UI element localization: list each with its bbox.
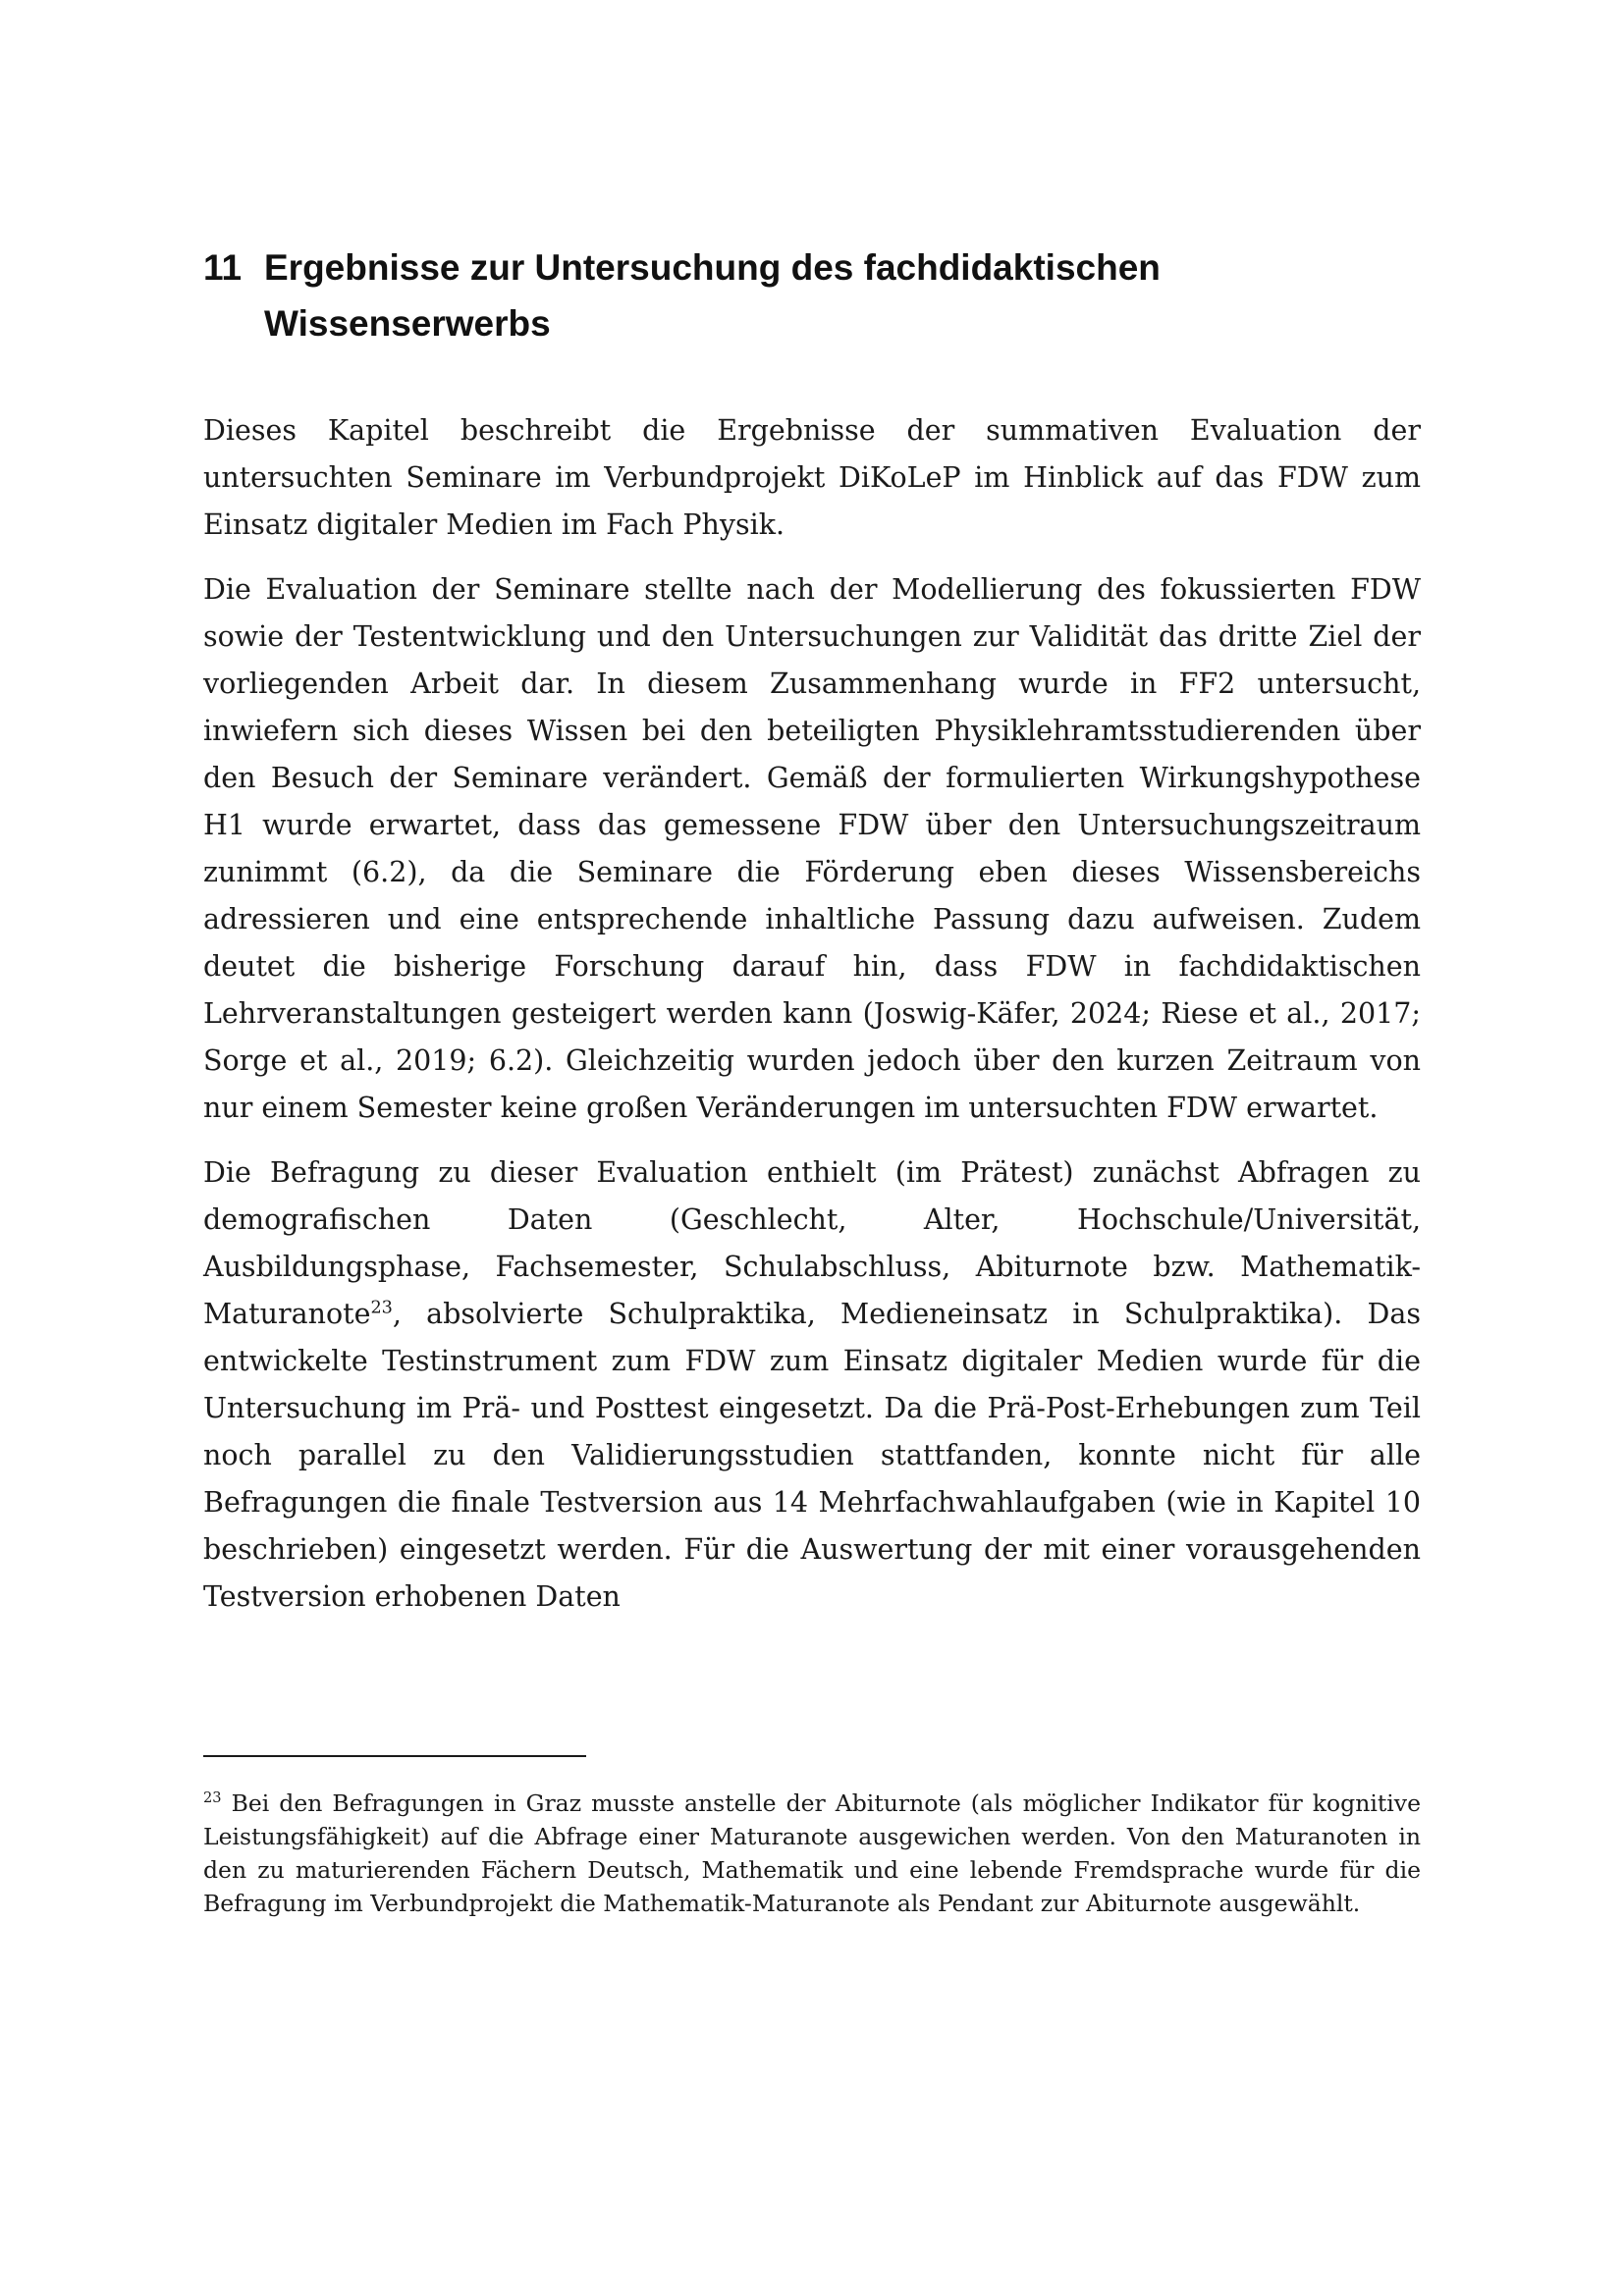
chapter-number: 11 [203, 247, 243, 288]
footnote-separator-rule [203, 1755, 586, 1757]
chapter-heading [203, 240, 1421, 352]
footnote-marker: 23 [203, 1789, 222, 1807]
chapter-title: Ergebnisse zur Untersuchung des fachdidaktischen Wissenserwerbs [264, 247, 1161, 345]
paragraph-befragung-text: Die Befragung zu dieser Evaluation enthielt (im Prätest) zunächst Abfragen zu demografischen Daten (Geschlecht, Alter, Hochschule/Universität, Ausbildungsphase, Fachsemester, Schulabschluss, Abiturnote bzw. Mathematik-Maturanote [203, 1155, 1421, 1330]
paragraph-evaluation: Die Evaluation der Seminare stellte nach der Modellierung des fokussierten FDW sowie der Testentwicklung und den Untersuchungen zur Validität das dritte Ziel der vorliegenden Arbeit dar. In diesem Zusammenhang wurde in FF2 untersucht, inwiefern sich dieses Wissen bei den beteiligten Physiklehramtsstudierenden über den Besuch der Seminare verändert. Gemäß der formulierten Wirkungshypothese H1 wurde erwartet, dass das gemessene FDW über den Untersuchungszeitraum zunimmt (6.2), da die Seminare die Förderung eben dieses Wissensbereichs adressieren und eine entsprechende inhaltliche Passung dazu aufweisen. Zudem deutet die bisherige Forschung darauf hin, dass FDW in fachdidaktischen Lehrveranstaltungen gesteigert werden kann (Joswig-Käfer, 2024; Riese et al., 2017; Sorge et al., 2019; 6.2). Gleichzeitig wurden jedoch über den kurzen Zeitraum von nur einem Semester keine großen Veränderungen im untersuchten FDW erwartet. [203, 572, 1421, 1124]
footnote-area [203, 1755, 1421, 1920]
footnote-text [203, 1787, 1421, 1920]
footnote-reference: 23 [370, 1298, 393, 1318]
footnote-body: Bei den Befragungen in Graz musste anstelle der Abiturnote (als möglicher Indikator für kognitive Leistungsfähigkeit) auf die Abfrage einer Maturanote ausgewichen werden. Von den Maturanoten in den zu maturierenden Fächern Deutsch, Mathematik und eine lebende Fremdsprache wurde für die Befragung im Verbundprojekt die Mathematik-Maturanote als Pendant zur Abiturnote ausgewählt. [203, 1789, 1421, 1917]
paragraph-intro: Dieses Kapitel beschreibt die Ergebnisse der summativen Evaluation der untersuchten Seminare im Verbundprojekt DiKoLeP im Hinblick auf das FDW zum Einsatz digitaler Medien im Fach Physik. [203, 413, 1421, 541]
paragraph-befragung-text-continued: , absolvierte Schulpraktika, Medieneinsatz in Schulpraktika). Das entwickelte Testinstrument zum FDW zum Einsatz digitaler Medien wurde für die Untersuchung im Prä- und Posttest eingesetzt. Da die Prä-Post-Erhebungen zum Teil noch parallel zu den Validierungsstudien stattfanden, konnte nicht für alle Befragungen die finale Testversion aus 14 Mehrfachwahlaufgaben (wie in Kapitel 10 beschrieben) eingesetzt werden. Für die Auswertung der mit einer vorausgehenden Testversion erhobenen Daten [203, 1297, 1421, 1613]
paragraph-befragung [203, 1149, 1421, 1621]
